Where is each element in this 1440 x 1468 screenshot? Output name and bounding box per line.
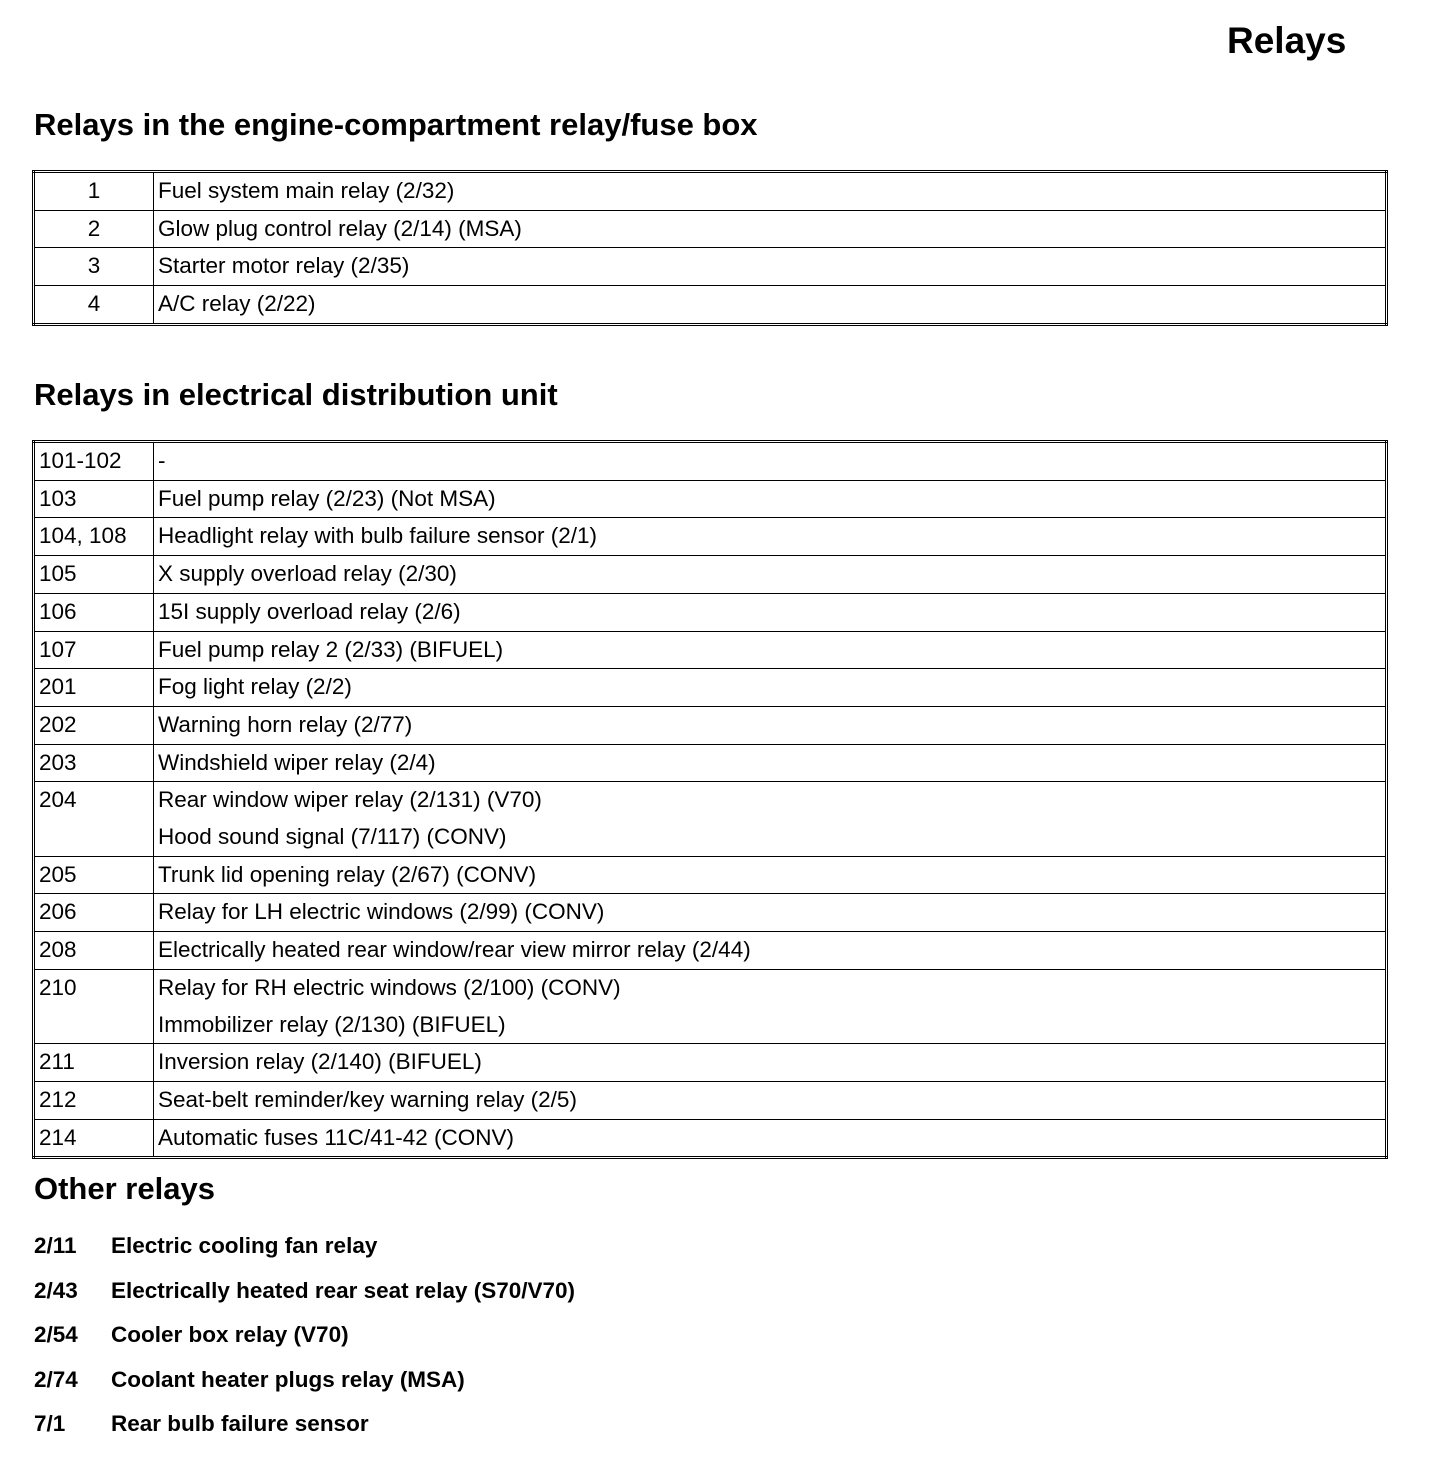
relay-number: 211 [34,1044,154,1082]
list-item [34,1278,575,1323]
engine-compartment-rows [34,172,1387,325]
relay-description [154,669,1387,707]
engine-compartment-relay-table [32,170,1388,326]
list-item [34,1233,575,1278]
engine-compartment-title: Relays in the engine-compartment relay/fuse box [34,107,758,142]
relay-code: 2/54 [34,1322,78,1347]
relay-description [154,782,1387,856]
relay-description-line: Windshield wiper relay (2/4) [158,749,436,775]
relay-number: 106 [34,593,154,631]
relay-description [154,969,1387,1043]
relay-number: 210 [34,969,154,1043]
list-item [34,1322,575,1367]
relay-description [154,556,1387,594]
relay-description-line: Automatic fuses 11C/41-42 (CONV) [158,1124,514,1150]
relay-number: 2 [34,210,154,248]
relay-number: 205 [34,856,154,894]
table-row [34,442,1387,481]
relay-description [154,210,1387,248]
relay-number: 212 [34,1081,154,1119]
list-item [34,1411,575,1456]
relay-description-line: Hood sound signal (7/117) (CONV) [158,824,507,850]
table-row [34,932,1387,970]
relay-description-line: Electrically heated rear window/rear view mirror relay (2/44) [158,937,751,963]
relay-description-line: Fuel system main relay (2/32) [158,178,455,203]
relay-code: 2/74 [34,1366,78,1392]
table-row [34,556,1387,594]
table-row [34,480,1387,518]
relay-description-line: - [158,448,166,473]
table-row [34,969,1387,1043]
relay-description-line: Glow plug control relay (2/14) (MSA) [158,215,522,241]
relay-description-line: Fuel pump relay (2/23) (Not MSA) [158,485,496,511]
relay-description [154,593,1387,631]
relay-number: 201 [34,669,154,707]
relay-description-line: Relay for RH electric windows (2/100) (CONV) [158,974,621,1000]
page-title: Relays [1227,20,1347,61]
relay-description-line: Relay for LH electric windows (2/99) (CONV) [158,899,605,925]
relay-number: 208 [34,932,154,970]
other-relays-list [34,1233,575,1456]
table-row [34,286,1387,325]
relay-number: 204 [34,782,154,856]
relay-description-line: Trunk lid opening relay (2/67) (CONV) [158,861,537,887]
relay-description-line: X supply overload relay (2/30) [158,561,457,587]
table-row [34,856,1387,894]
relay-number: 203 [34,744,154,782]
relay-description-line: Fog light relay (2/2) [158,674,352,700]
relay-description-line: Fuel pump relay 2 (2/33) (BIFUEL) [158,636,504,662]
relay-description [154,172,1387,211]
relay-number: 104, 108 [34,518,154,556]
relay-description-line: Headlight relay with bulb failure sensor (2/1) [158,523,597,549]
relay-description [154,442,1387,481]
relay-description [154,480,1387,518]
relay-description-line: 15I supply overload relay (2/6) [158,598,461,624]
relay-description-line: Warning horn relay (2/77) [158,711,413,737]
relay-number: 3 [34,248,154,286]
relay-code: 2/43 [34,1277,78,1303]
table-row [34,1119,1387,1158]
table-row [34,631,1387,669]
list-item [34,1367,575,1412]
relay-description [154,1044,1387,1082]
relay-description [154,1081,1387,1119]
relay-description-line: Seat-belt reminder/key warning relay (2/5) [158,1086,577,1112]
relay-label: Electrically heated rear seat relay (S70/V70) [111,1277,576,1303]
table-row [34,518,1387,556]
relay-description-line: Inversion relay (2/140) (BIFUEL) [158,1049,482,1075]
relay-description [154,744,1387,782]
relay-code: 7/1 [34,1411,66,1436]
relay-description-line: Rear window wiper relay (2/131) (V70) [158,787,542,813]
table-row [34,593,1387,631]
relay-description [154,518,1387,556]
table-row [34,1044,1387,1082]
relay-number: 214 [34,1119,154,1158]
table-row [34,210,1387,248]
table-row [34,669,1387,707]
relay-number: 1 [34,172,154,211]
relay-description [154,856,1387,894]
relay-number: 105 [34,556,154,594]
relay-label: Rear bulb failure sensor [111,1411,369,1436]
relay-description [154,894,1387,932]
relay-number: 4 [34,286,154,325]
relay-description [154,248,1387,286]
table-row [34,172,1387,211]
table-row [34,782,1387,856]
relay-number: 107 [34,631,154,669]
other-relays-title: Other relays [34,1171,215,1206]
table-row [34,744,1387,782]
relay-number: 202 [34,706,154,744]
relay-number: 103 [34,480,154,518]
relay-description-line: Starter motor relay (2/35) [158,253,410,279]
relay-code: 2/11 [34,1233,77,1258]
relay-number: 101-102 [34,442,154,481]
relay-description [154,631,1387,669]
relay-description [154,1119,1387,1158]
relay-number: 206 [34,894,154,932]
table-row [34,248,1387,286]
table-row [34,1081,1387,1119]
table-row [34,706,1387,744]
relay-description-line: A/C relay (2/22) [158,291,316,317]
relay-label: Coolant heater plugs relay (MSA) [111,1366,465,1392]
table-row [34,894,1387,932]
relay-description-line: Immobilizer relay (2/130) (BIFUEL) [158,1011,506,1037]
relay-description [154,286,1387,325]
distribution-unit-rows [34,442,1387,1158]
relay-label: Cooler box relay (V70) [111,1322,349,1347]
relay-description [154,706,1387,744]
distribution-unit-title: Relays in electrical distribution unit [34,377,558,412]
relay-description [154,932,1387,970]
distribution-unit-relay-table [32,440,1388,1159]
relay-label: Electric cooling fan relay [111,1233,378,1258]
